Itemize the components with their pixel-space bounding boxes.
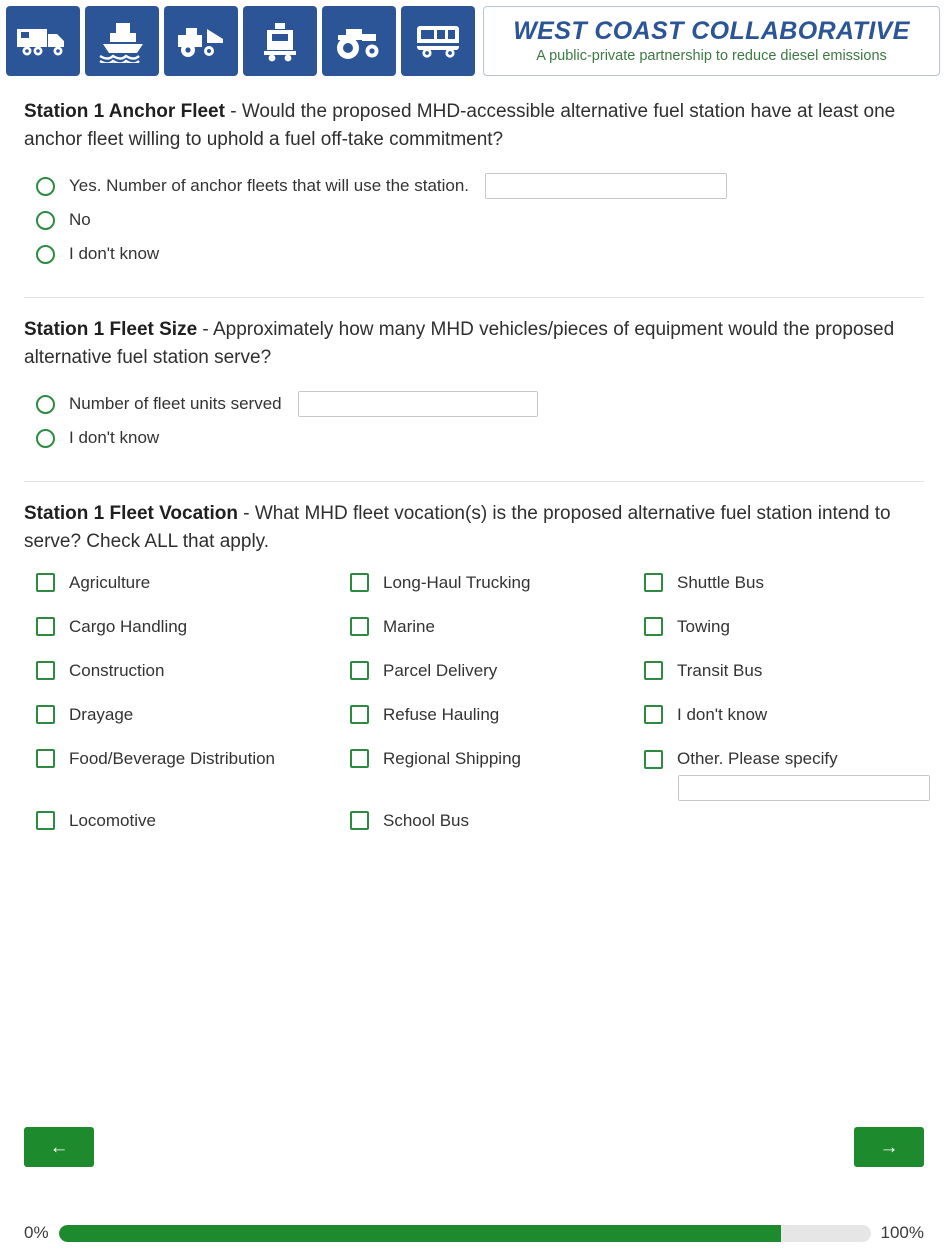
question-anchor-fleet-label: Station 1 Anchor Fleet — [24, 101, 225, 122]
label-school-bus: School Bus — [383, 811, 469, 831]
anchor-fleet-no-label: No — [69, 210, 91, 230]
anchor-fleet-option-dontknow[interactable] — [24, 237, 924, 271]
label-parcel-delivery: Parcel Delivery — [383, 661, 498, 681]
checkbox-agriculture[interactable] — [36, 573, 55, 592]
label-agriculture: Agriculture — [69, 573, 151, 593]
label-long-haul-trucking: Long-Haul Trucking — [383, 573, 531, 593]
checkbox-cargo-handling[interactable] — [36, 617, 55, 636]
checkbox-item-regional-shipping[interactable] — [338, 749, 632, 801]
question-fleet-size-label: Station 1 Fleet Size — [24, 319, 198, 341]
question-fleet-size — [24, 298, 924, 482]
checkbox-item-long-haul-trucking[interactable] — [338, 573, 632, 607]
checkbox-parcel-delivery[interactable] — [350, 661, 369, 680]
radio-fleet-size-number[interactable] — [36, 395, 55, 414]
fleet-size-number-label: Number of fleet units served — [69, 394, 282, 414]
question-fleet-size-prompt: - Approximately how many MHD vehicles/pieces of equipment would the proposed alternative fuel station serve? — [24, 319, 895, 368]
bus-icon — [401, 6, 475, 76]
checkbox-transit-bus[interactable] — [644, 661, 663, 680]
checkbox-long-haul-trucking[interactable] — [350, 573, 369, 592]
checkbox-item-parcel-delivery[interactable] — [338, 661, 632, 695]
label-regional-shipping: Regional Shipping — [383, 749, 521, 769]
question-fleet-vocation-text — [24, 500, 924, 555]
checkbox-item-refuse-hauling[interactable] — [338, 705, 632, 739]
label-shuttle-bus: Shuttle Bus — [677, 573, 764, 593]
checkbox-item-food-beverage-distribution[interactable] — [24, 749, 338, 801]
radio-anchor-fleet-dontknow[interactable] — [36, 245, 55, 264]
fleet-size-option-dontknow[interactable] — [24, 421, 924, 455]
checkbox-dontknow[interactable] — [644, 705, 663, 724]
other-specify-input[interactable] — [678, 775, 930, 801]
checkbox-item-marine[interactable] — [338, 617, 632, 651]
checkbox-item-school-bus[interactable] — [338, 811, 632, 845]
fleet-vocation-checkbox-grid — [24, 573, 924, 845]
checkbox-regional-shipping[interactable] — [350, 749, 369, 768]
checkbox-refuse-hauling[interactable] — [350, 705, 369, 724]
anchor-fleet-options — [24, 169, 924, 271]
radio-fleet-size-dontknow[interactable] — [36, 429, 55, 448]
checkbox-item-shuttle-bus[interactable] — [632, 573, 930, 607]
checkbox-item-other[interactable] — [632, 749, 930, 801]
navigation-bar — [0, 1127, 948, 1167]
progress-bar-container — [0, 1223, 948, 1243]
checkbox-locomotive[interactable] — [36, 811, 55, 830]
checkbox-item-cargo-handling[interactable] — [24, 617, 338, 651]
anchor-fleet-option-no[interactable] — [24, 203, 924, 237]
question-anchor-fleet — [24, 80, 924, 298]
tractor-icon — [322, 6, 396, 76]
checkbox-item-locomotive[interactable] — [24, 811, 338, 845]
label-locomotive: Locomotive — [69, 811, 156, 831]
survey-form — [0, 80, 948, 845]
checkbox-marine[interactable] — [350, 617, 369, 636]
fleet-size-dontknow-label: I don't know — [69, 428, 160, 448]
anchor-fleet-count-input[interactable] — [485, 173, 727, 199]
checkbox-towing[interactable] — [644, 617, 663, 636]
fleet-size-count-input[interactable] — [298, 391, 538, 417]
fleet-size-options — [24, 387, 924, 455]
wcc-logo — [483, 6, 940, 76]
back-button[interactable]: ← — [24, 1127, 94, 1167]
checkbox-item-towing[interactable] — [632, 617, 930, 651]
progress-bar-fill — [59, 1225, 782, 1242]
question-fleet-size-text — [24, 316, 924, 371]
question-anchor-fleet-prompt: - Would the proposed MHD-accessible alternative fuel station have at least one anchor fleet willing to uphold a fuel off-take commitment? — [24, 101, 896, 150]
progress-end-label: 100% — [880, 1223, 924, 1242]
next-button[interactable]: → — [854, 1127, 924, 1167]
anchor-fleet-option-yes[interactable] — [24, 169, 924, 203]
checkbox-school-bus[interactable] — [350, 811, 369, 830]
label-towing: Towing — [677, 617, 730, 637]
anchor-fleet-dontknow-label: I don't know — [69, 244, 160, 264]
label-other: Other. Please specify — [677, 749, 838, 769]
truck-icon — [6, 6, 80, 76]
label-construction: Construction — [69, 661, 165, 681]
site-banner — [0, 0, 948, 80]
checkbox-other[interactable] — [644, 750, 663, 769]
anchor-fleet-yes-label: Yes. Number of anchor fleets that will use the station. — [69, 176, 470, 196]
locomotive-icon — [243, 6, 317, 76]
question-fleet-vocation — [24, 482, 924, 845]
checkbox-food-beverage-distribution[interactable] — [36, 749, 55, 768]
ship-icon — [85, 6, 159, 76]
checkbox-drayage[interactable] — [36, 705, 55, 724]
label-food-beverage-distribution: Food/Beverage Distribution — [69, 749, 276, 769]
checkbox-construction[interactable] — [36, 661, 55, 680]
question-fleet-vocation-prompt: - What MHD fleet vocation(s) is the proposed alternative fuel station intend to serve? Check ALL that apply. — [24, 503, 891, 552]
label-refuse-hauling: Refuse Hauling — [383, 705, 500, 725]
wcc-title: WEST COAST COLLABORATIVE — [513, 17, 910, 46]
label-cargo-handling: Cargo Handling — [69, 617, 188, 637]
checkbox-other-line[interactable] — [632, 749, 838, 769]
checkbox-item-construction[interactable] — [24, 661, 338, 695]
checkbox-shuttle-bus[interactable] — [644, 573, 663, 592]
question-fleet-vocation-label: Station 1 Fleet Vocation — [24, 503, 238, 525]
wcc-subtitle: A public-private partnership to reduce diesel emissions — [536, 47, 887, 64]
checkbox-item-drayage[interactable] — [24, 705, 338, 739]
checkbox-item-dontknow[interactable] — [632, 705, 930, 739]
radio-anchor-fleet-yes[interactable] — [36, 177, 55, 196]
fleet-size-option-number[interactable] — [24, 387, 924, 421]
label-transit-bus: Transit Bus — [677, 661, 763, 681]
checkbox-item-transit-bus[interactable] — [632, 661, 930, 695]
progress-bar — [59, 1225, 871, 1242]
question-anchor-fleet-text — [24, 98, 924, 153]
label-dontknow: I don't know — [677, 705, 768, 725]
radio-anchor-fleet-no[interactable] — [36, 211, 55, 230]
checkbox-item-agriculture[interactable] — [24, 573, 338, 607]
loader-icon — [164, 6, 238, 76]
label-drayage: Drayage — [69, 705, 134, 725]
progress-start-label: 0% — [24, 1223, 49, 1242]
label-marine: Marine — [383, 617, 435, 637]
